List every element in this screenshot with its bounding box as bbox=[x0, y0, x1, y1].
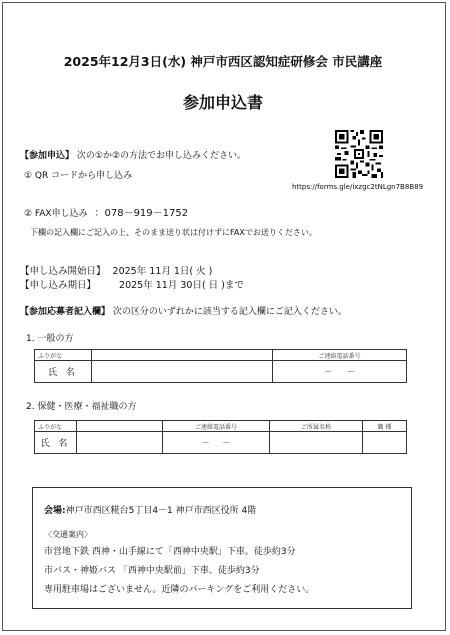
professional-phone-input[interactable]: － － bbox=[163, 432, 270, 454]
professional-name-input[interactable] bbox=[77, 432, 163, 454]
fax-number: ：078－919－1752 bbox=[94, 208, 189, 219]
professional-phone-label: ご連絡電話番号 bbox=[163, 421, 270, 432]
method-fax bbox=[24, 204, 188, 219]
general-phone-label: ご連絡電話番号 bbox=[273, 350, 407, 361]
professional-org-input[interactable] bbox=[270, 432, 363, 454]
fax-note: 下欄の記入欄にご記入の上、そのまま送り状は付けずにFAXでお送りください。 bbox=[30, 228, 317, 237]
general-heading: 1. 一般の方 bbox=[26, 334, 74, 344]
end-date-value: 2025年 11月 30日( 日 )まで bbox=[119, 280, 244, 291]
application-intro bbox=[20, 148, 246, 161]
professional-furigana-input[interactable] bbox=[77, 421, 163, 432]
applicant-text: 次の区分のいずれかに該当する記入欄にご記入ください。 bbox=[112, 307, 347, 317]
general-furigana-label: ふりがな bbox=[35, 350, 92, 361]
method-qr: ① QR コードから申し込み bbox=[24, 171, 133, 181]
access-subway: 市営地下鉄 西神・山手線にて「西神中央駅」下車。徒歩約3分 bbox=[44, 547, 296, 557]
venue-text: 神戸市西区糀台5丁目4－1 神戸市西区役所 4階 bbox=[65, 506, 257, 516]
access-bus: 市バス・神姫バス 「西神中央駅前」下車、徒歩約3分 bbox=[44, 566, 260, 576]
professional-heading: 2. 保健・医療・福祉職の方 bbox=[26, 402, 137, 412]
qr-url[interactable]: https://forms.gle/ixzgc2tNLgn7B8B89 bbox=[292, 183, 424, 191]
application-intro-text: 次の①か②の方法でお申し込みください。 bbox=[76, 151, 247, 161]
start-date-row bbox=[20, 263, 212, 277]
professional-org-label: ご所属名称 bbox=[270, 421, 363, 432]
general-phone-input[interactable]: － － bbox=[273, 361, 407, 383]
professional-job-input[interactable] bbox=[363, 432, 407, 454]
qr-code-icon[interactable] bbox=[335, 130, 383, 178]
general-name-input[interactable] bbox=[92, 361, 273, 383]
fax-label: ② FAX申し込み bbox=[24, 209, 88, 219]
access-heading: 〈交通案内〉 bbox=[44, 530, 92, 539]
start-date-label: 【申し込み開始日】 bbox=[20, 266, 106, 277]
access-parking: 専用駐車場はございません。近隣のパーキングをご利用ください。 bbox=[44, 585, 315, 595]
professional-form-table bbox=[34, 420, 407, 454]
event-title: 2025年12月3日(水) 神戸市西区認知症研修会 市民講座 bbox=[63, 54, 383, 69]
form-title: 参加申込書 bbox=[182, 93, 263, 112]
application-intro-bracket: 【参加申込】 bbox=[20, 151, 75, 161]
professional-furigana-label: ふりがな bbox=[35, 421, 77, 432]
end-date-row bbox=[20, 277, 244, 291]
professional-job-label: 職 種 bbox=[363, 421, 407, 432]
general-furigana-input[interactable] bbox=[92, 350, 273, 361]
end-date-label: 【申し込み期日】 bbox=[20, 280, 97, 291]
applicant-bracket: 【参加応募者記入欄】 bbox=[20, 307, 111, 317]
start-date-value: 2025年 11月 1日( 火 ) bbox=[112, 266, 213, 277]
venue-label: 会場: bbox=[44, 506, 66, 516]
applicant-instruction bbox=[20, 304, 347, 317]
venue-row bbox=[44, 503, 256, 516]
general-name-label: 氏 名 bbox=[35, 361, 92, 383]
general-form-table bbox=[34, 349, 407, 383]
professional-name-label: 氏 名 bbox=[35, 432, 77, 454]
